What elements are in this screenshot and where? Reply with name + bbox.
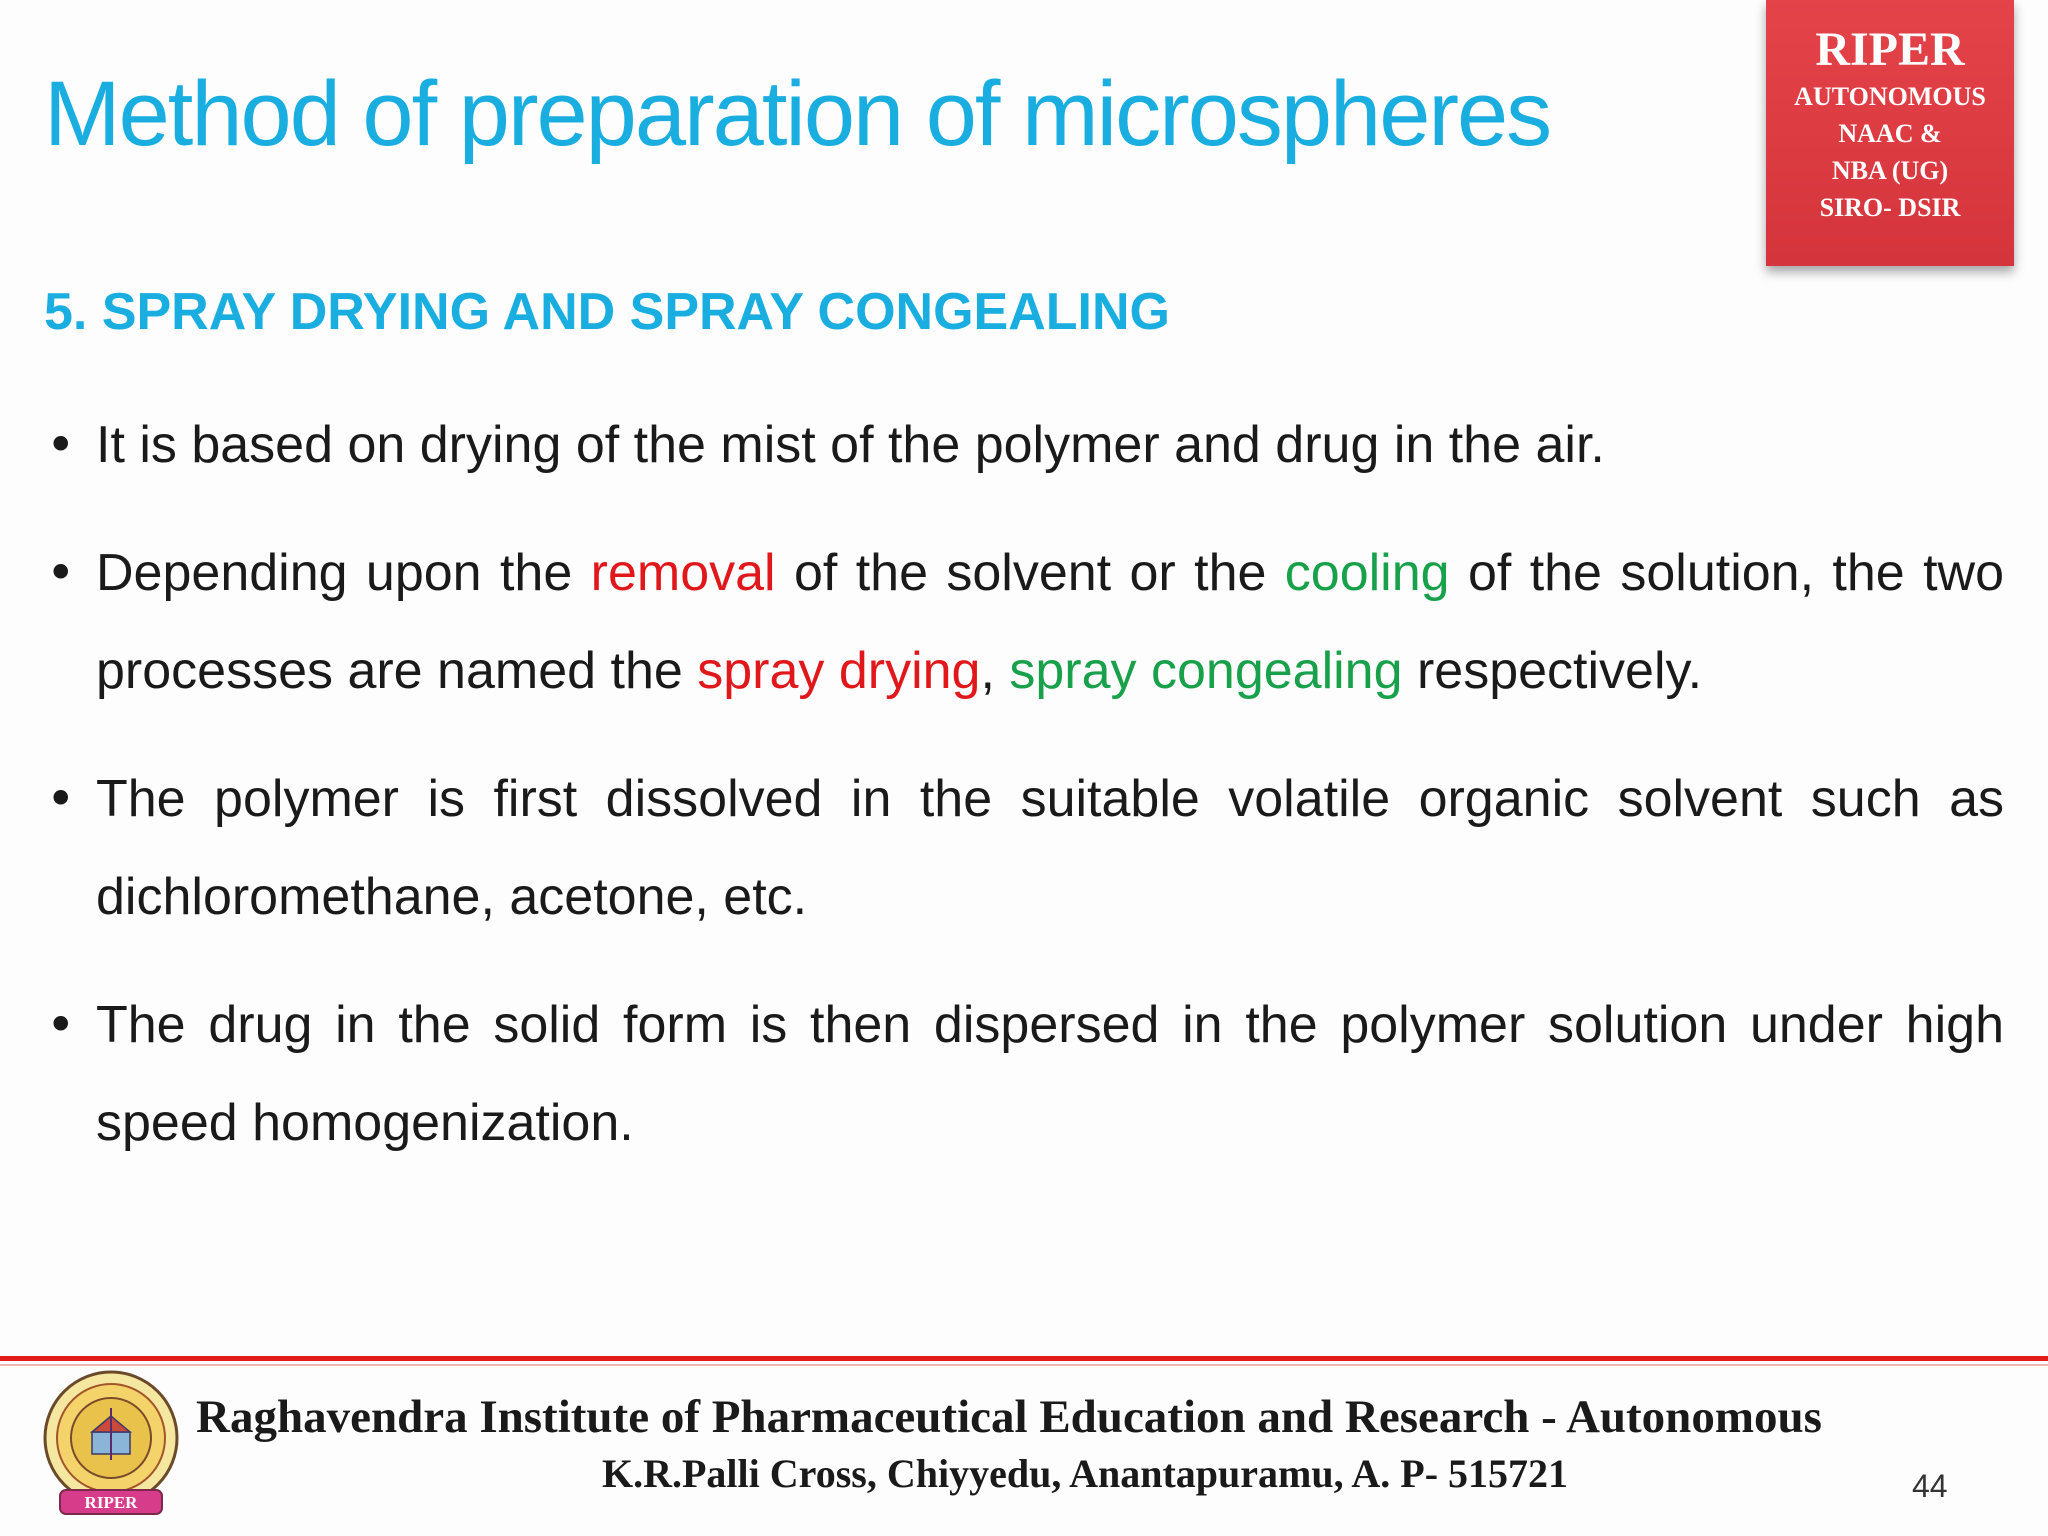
- highlight-cooling: cooling: [1284, 544, 1450, 602]
- bullet-item: [44, 976, 2004, 1172]
- slide-title: Method of preparation of microspheres: [44, 63, 1551, 165]
- section-subtitle: 5. SPRAY DRYING AND SPRAY CONGEALING: [44, 283, 1170, 341]
- footer-divider: [0, 1356, 2048, 1361]
- highlight-removal: removal: [590, 544, 776, 602]
- highlight-spray-drying: spray drying: [697, 642, 981, 700]
- institute-name: Raghavendra Institute of Pharmaceutical Education and Research - Autonomous: [196, 1391, 1822, 1443]
- institute-address: K.R.Palli Cross, Chiyyedu, Anantapuramu, A. P- 515721: [602, 1451, 1569, 1496]
- badge-line: NAAC &: [1838, 119, 1942, 148]
- badge-main: RIPER: [1815, 23, 1965, 76]
- accreditation-badge: [1766, 0, 2014, 266]
- badge-line: AUTONOMOUS: [1794, 82, 1986, 111]
- footer-divider-shadow: [0, 1364, 2048, 1366]
- bullet-list: [44, 396, 2004, 1202]
- bullet-text: Depending upon the removal of the solvent or the cooling of the solution, the two processes are named the spray drying, spray congealing respectively.: [96, 544, 2004, 700]
- bullet-text: The drug in the solid form is then dispersed in the polymer solution under high speed homogenization.: [96, 996, 2004, 1152]
- page-number: 44: [1912, 1468, 1948, 1504]
- bullet-item: [44, 524, 2004, 720]
- bullet-item: [44, 750, 2004, 946]
- bullet-text: It is based on drying of the mist of the polymer and drug in the air.: [96, 416, 1605, 474]
- badge-line: NBA (UG): [1831, 156, 1949, 185]
- bullet-item: [44, 396, 2004, 494]
- highlight-spray-congealing: spray congealing: [1009, 642, 1403, 700]
- bullet-icon: •: [46, 996, 76, 1054]
- bullet-icon: •: [46, 416, 76, 474]
- svg-text:RIPER: RIPER: [84, 1493, 138, 1512]
- bullet-text: The polymer is first dissolved in the suitable volatile organic solvent such as dichloromethane, acetone, etc.: [96, 770, 2004, 926]
- bullet-icon: •: [46, 544, 76, 602]
- institute-logo-icon: [40, 1368, 182, 1520]
- badge-line: SIRO- DSIR: [1819, 193, 1961, 222]
- bullet-icon: •: [46, 770, 76, 828]
